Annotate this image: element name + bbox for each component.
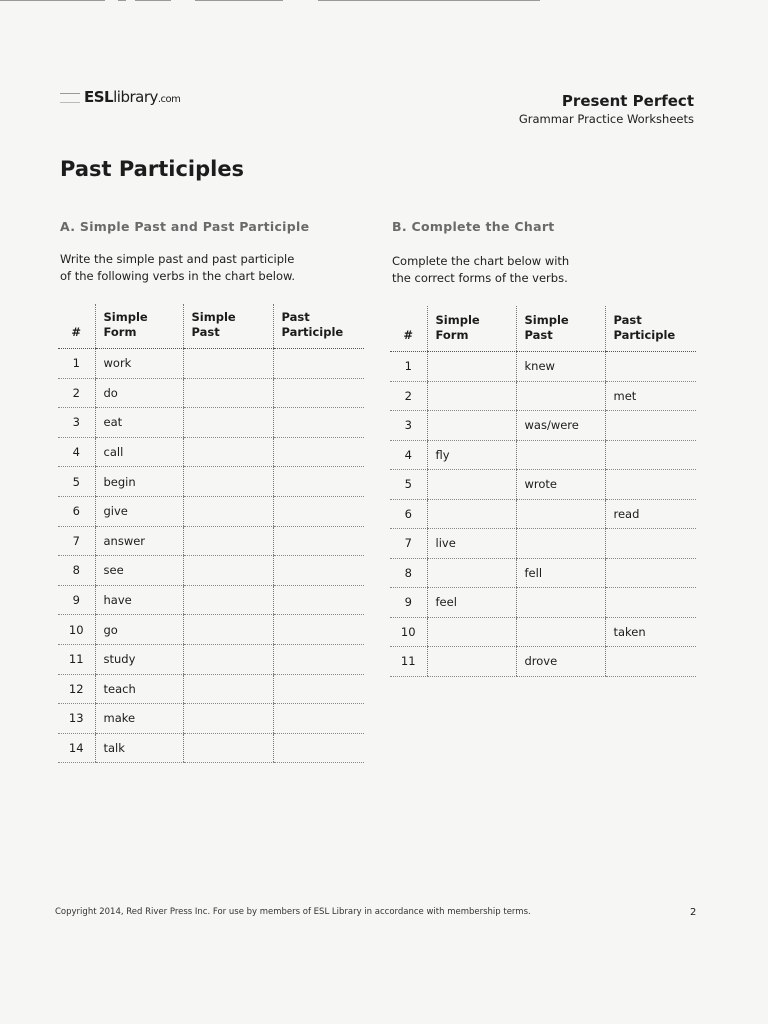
simple-past-cell <box>183 467 273 497</box>
simple-past-cell <box>183 378 273 408</box>
section-a-chart <box>58 304 364 763</box>
table-row <box>58 378 364 408</box>
section-a-instructions-line-1: Write the simple past and past participle <box>60 252 295 266</box>
logo-swoosh-icon <box>60 93 80 103</box>
simple-form-cell: go <box>95 615 183 645</box>
table-row <box>58 437 364 467</box>
section-b-instructions-line-2: the correct forms of the verbs. <box>392 271 568 285</box>
simple-form-cell <box>427 381 516 411</box>
past-participle-cell <box>273 674 364 704</box>
simple-form-cell: answer <box>95 526 183 556</box>
table-row <box>58 644 364 674</box>
past-participle-cell <box>605 588 696 618</box>
simple-form-cell <box>427 499 516 529</box>
past-participle-cell <box>273 467 364 497</box>
simple-past-cell <box>183 496 273 526</box>
simple-past-cell <box>183 644 273 674</box>
row-number-cell: 4 <box>58 437 95 467</box>
document-subtitle: Grammar Practice Worksheets <box>518 112 694 126</box>
col-header-text: Past <box>613 313 642 327</box>
row-number-cell: 11 <box>58 644 95 674</box>
simple-past-cell <box>516 440 605 470</box>
simple-form-cell: live <box>427 529 516 559</box>
col-header-text: Form <box>435 328 469 342</box>
document-title: Present Perfect <box>561 92 694 110</box>
col-header-text: Participle <box>613 328 676 342</box>
table-row <box>390 499 696 529</box>
col-header-text: Simple <box>103 310 148 324</box>
simple-form-cell <box>427 617 516 647</box>
simple-past-cell: wrote <box>516 470 605 500</box>
simple-form-cell <box>427 647 516 677</box>
simple-form-cell <box>427 558 516 588</box>
section-a-instructions <box>60 251 310 285</box>
simple-past-cell <box>183 556 273 586</box>
past-participle-cell <box>605 647 696 677</box>
table-row <box>390 529 696 559</box>
row-number-cell: 5 <box>58 467 95 497</box>
simple-form-cell <box>427 470 516 500</box>
simple-form-cell: begin <box>95 467 183 497</box>
table-row <box>390 588 696 618</box>
past-participle-cell <box>273 526 364 556</box>
col-header-text: Participle <box>281 325 344 339</box>
simple-past-cell <box>516 499 605 529</box>
simple-past-cell <box>183 585 273 615</box>
past-participle-cell <box>605 529 696 559</box>
simple-past-cell <box>183 526 273 556</box>
past-participle-cell <box>605 470 696 500</box>
past-participle-cell <box>273 437 364 467</box>
table-row <box>390 381 696 411</box>
col-header-past-participle <box>273 304 364 349</box>
simple-form-cell <box>427 352 516 382</box>
simple-past-cell <box>516 617 605 647</box>
col-header-text: Past <box>524 328 553 342</box>
col-header-text: Past <box>191 325 220 339</box>
past-participle-cell <box>273 496 364 526</box>
table-row <box>390 352 696 382</box>
table-row <box>390 411 696 441</box>
col-header-text: Simple <box>191 310 236 324</box>
past-participle-cell <box>273 378 364 408</box>
past-participle-cell: taken <box>605 617 696 647</box>
row-number-cell: 4 <box>390 440 427 470</box>
past-participle-cell <box>273 704 364 734</box>
col-header-text: Form <box>103 325 137 339</box>
row-number-cell: 12 <box>58 674 95 704</box>
simple-past-cell <box>516 381 605 411</box>
past-participle-cell <box>273 615 364 645</box>
row-number-cell: 10 <box>58 615 95 645</box>
section-b-heading: B. Complete the Chart <box>392 219 555 234</box>
simple-past-cell <box>183 674 273 704</box>
table-row <box>58 733 364 763</box>
esl-library-logo <box>60 88 180 106</box>
simple-past-cell <box>516 529 605 559</box>
col-header-simple-past <box>516 306 605 352</box>
row-number-cell: 6 <box>58 496 95 526</box>
col-header-number: # <box>58 304 95 349</box>
row-number-cell: 9 <box>58 585 95 615</box>
row-number-cell: 5 <box>390 470 427 500</box>
row-number-cell: 2 <box>58 378 95 408</box>
table-row <box>58 674 364 704</box>
simple-form-cell: eat <box>95 408 183 438</box>
chart-header-row <box>390 306 696 352</box>
row-number-cell: 1 <box>390 352 427 382</box>
logo-com: .com <box>157 94 181 105</box>
row-number-cell: 14 <box>58 733 95 763</box>
simple-form-cell: do <box>95 378 183 408</box>
section-a-instructions-line-2: of the following verbs in the chart below. <box>60 269 296 283</box>
row-number-cell: 7 <box>390 529 427 559</box>
simple-form-cell <box>427 411 516 441</box>
table-row <box>58 496 364 526</box>
section-a-heading: A. Simple Past and Past Participle <box>60 219 310 234</box>
past-participle-cell <box>273 408 364 438</box>
simple-form-cell: study <box>95 644 183 674</box>
simple-past-cell <box>183 704 273 734</box>
table-row <box>390 470 696 500</box>
col-header-past-participle <box>605 306 696 352</box>
simple-past-cell <box>183 408 273 438</box>
simple-form-cell: talk <box>95 733 183 763</box>
table-row <box>58 704 364 734</box>
scan-edge-line <box>0 0 768 4</box>
simple-form-cell: give <box>95 496 183 526</box>
row-number-cell: 11 <box>390 647 427 677</box>
simple-past-cell <box>516 588 605 618</box>
simple-past-cell <box>183 615 273 645</box>
simple-form-cell: make <box>95 704 183 734</box>
logo-library: library <box>113 88 158 106</box>
simple-past-cell: drove <box>516 647 605 677</box>
col-header-text: Simple <box>435 313 480 327</box>
simple-past-cell <box>183 733 273 763</box>
col-header-number: # <box>390 306 427 352</box>
page-number: 2 <box>690 907 697 918</box>
row-number-cell: 3 <box>58 408 95 438</box>
row-number-cell: 8 <box>390 558 427 588</box>
table-row <box>58 556 364 586</box>
section-a-chart-body <box>58 349 364 763</box>
row-number-cell: 8 <box>58 556 95 586</box>
col-header-simple-form <box>427 306 516 352</box>
past-participle-cell <box>273 733 364 763</box>
simple-past-cell <box>183 437 273 467</box>
section-b-instructions <box>392 253 642 287</box>
simple-past-cell <box>183 349 273 379</box>
row-number-cell: 1 <box>58 349 95 379</box>
copyright-notice: Copyright 2014, Red River Press Inc. For use by members of ESL Library in accordance with membership terms. <box>55 907 531 917</box>
table-row <box>390 617 696 647</box>
past-participle-cell <box>273 644 364 674</box>
section-b-instructions-line-1: Complete the chart below with <box>392 254 570 268</box>
row-number-cell: 9 <box>390 588 427 618</box>
row-number-cell: 3 <box>390 411 427 441</box>
simple-past-cell: fell <box>516 558 605 588</box>
logo-brand: ESL <box>84 88 114 106</box>
row-number-cell: 7 <box>58 526 95 556</box>
row-number-cell: 13 <box>58 704 95 734</box>
table-row <box>390 558 696 588</box>
section-b-chart-body <box>390 352 696 677</box>
past-participle-cell <box>273 349 364 379</box>
col-header-simple-past <box>183 304 273 349</box>
col-header-text: Past <box>281 310 310 324</box>
chart-header-row <box>58 304 364 349</box>
simple-form-cell: have <box>95 585 183 615</box>
simple-form-cell: see <box>95 556 183 586</box>
table-row <box>390 440 696 470</box>
past-participle-cell <box>605 352 696 382</box>
past-participle-cell <box>605 558 696 588</box>
past-participle-cell: met <box>605 381 696 411</box>
simple-form-cell: teach <box>95 674 183 704</box>
table-row <box>58 526 364 556</box>
table-row <box>58 615 364 645</box>
col-header-simple-form <box>95 304 183 349</box>
row-number-cell: 2 <box>390 381 427 411</box>
page-title: Past Participles <box>60 157 245 181</box>
table-row <box>58 349 364 379</box>
past-participle-cell <box>605 411 696 441</box>
col-header-text: Simple <box>524 313 569 327</box>
simple-form-cell: call <box>95 437 183 467</box>
simple-past-cell: knew <box>516 352 605 382</box>
table-row <box>58 408 364 438</box>
past-participle-cell <box>273 585 364 615</box>
simple-form-cell: work <box>95 349 183 379</box>
simple-form-cell: fly <box>427 440 516 470</box>
past-participle-cell <box>273 556 364 586</box>
row-number-cell: 10 <box>390 617 427 647</box>
row-number-cell: 6 <box>390 499 427 529</box>
past-participle-cell <box>605 440 696 470</box>
section-b-chart <box>390 306 696 677</box>
table-row <box>58 585 364 615</box>
table-row <box>390 647 696 677</box>
past-participle-cell: read <box>605 499 696 529</box>
simple-form-cell: feel <box>427 588 516 618</box>
simple-past-cell: was/were <box>516 411 605 441</box>
table-row <box>58 467 364 497</box>
